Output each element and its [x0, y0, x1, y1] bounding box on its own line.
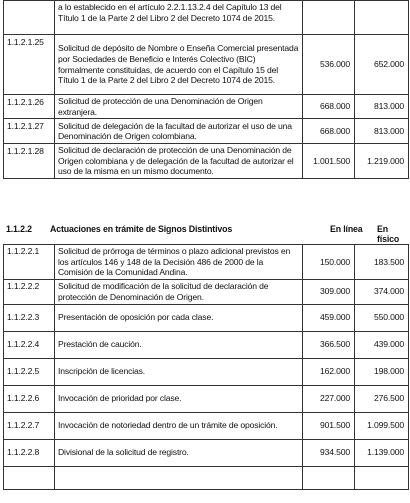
row-code: 1.1.2.2.2	[4, 279, 55, 304]
table-row	[4, 1, 409, 35]
row-description: Solicitud de prórroga de términos o plazo adicional previstos en los artículos 146 y 148 de la Decisión 486 de 2000 de la Comisión de la Comunidad Andina.	[55, 245, 303, 280]
fees-table-bottom	[3, 244, 409, 490]
row-en-linea	[303, 466, 355, 489]
table-row	[4, 385, 409, 412]
row-code: 1.1.2.1.28	[4, 144, 55, 179]
table-row	[4, 412, 409, 439]
table-row	[4, 279, 409, 304]
row-description	[55, 466, 303, 489]
row-description: Inscripción de licencias.	[55, 358, 303, 385]
section-code: 1.1.2.2	[6, 224, 32, 234]
table-row	[4, 95, 409, 119]
row-en-linea: 901.500	[303, 412, 355, 439]
row-description: Invocación de prioridad por clase.	[55, 385, 303, 412]
row-en-linea: 150.000	[303, 245, 355, 280]
row-code	[4, 466, 55, 489]
row-en-fisico: 183.500	[355, 245, 409, 280]
row-description: Prestación de caución.	[55, 331, 303, 358]
table-row	[4, 358, 409, 385]
row-en-linea: 536.000	[303, 35, 355, 95]
row-en-fisico: 276.500	[355, 385, 409, 412]
row-description: Solicitud de depósito de Nombre o Enseña Comercial presentada por Sociedades de Beneficio e Interés Colectivo (BIC) formalmente constituidas, de acuerdo con el Capítulo 15 del Título 1 de la Parte 2 del Libro 2 del Decreto 1074 de 2015.	[55, 35, 303, 95]
table-row	[4, 466, 409, 489]
row-en-fisico: 374.000	[355, 279, 409, 304]
row-en-fisico: 1.099.500	[355, 412, 409, 439]
row-en-linea: 459.000	[303, 304, 355, 331]
row-description: Divisional de la solicitud de registro.	[55, 439, 303, 466]
row-description: Solicitud de declaración de protección de una Denominación de Origen colombiana y de delegación de la facultad de autorizar el uso de la misma en un mismo documento.	[55, 144, 303, 179]
row-en-fisico: 652.000	[355, 35, 409, 95]
row-en-linea: 162.000	[303, 358, 355, 385]
row-en-linea: 227.000	[303, 385, 355, 412]
row-code: 1.1.2.2.6	[4, 385, 55, 412]
row-description: Solicitud de modificación de la solicitud de declaración de protección de Denominación de Origen.	[55, 279, 303, 304]
column-header-en-fisico: En físico	[377, 224, 400, 244]
row-en-linea: 934.500	[303, 439, 355, 466]
row-description: Presentación de oposición por cada clase.	[55, 304, 303, 331]
column-header-en-linea: En línea	[330, 224, 363, 234]
row-code: 1.1.2.1.27	[4, 119, 55, 144]
section-header	[6, 224, 404, 244]
row-en-fisico: 813.000	[355, 119, 409, 144]
row-code: 1.1.2.2.7	[4, 412, 55, 439]
fees-table-top	[3, 0, 409, 179]
row-en-fisico: 1.139.000	[355, 439, 409, 466]
row-code: 1.1.2.2.8	[4, 439, 55, 466]
row-en-fisico: 439.000	[355, 331, 409, 358]
row-description: Solicitud de delegación de la facultad de autorizar el uso de una Denominación de Origen colombiana.	[55, 119, 303, 144]
row-en-linea	[303, 1, 355, 35]
row-description: a lo establecido en el artículo 2.2.1.13.2.4 del Capítulo 13 del Título 1 de la Parte 2 del Libro 2 del Decreto 1074 de 2015.	[55, 1, 303, 35]
table-row	[4, 119, 409, 144]
row-code: 1.1.2.2.5	[4, 358, 55, 385]
row-en-linea: 309.000	[303, 279, 355, 304]
row-code: 1.1.2.1.26	[4, 95, 55, 119]
row-code: 1.1.2.2.3	[4, 304, 55, 331]
row-en-linea: 668.000	[303, 95, 355, 119]
table-row	[4, 35, 409, 95]
row-description: Solicitud de protección de una Denominación de Origen extranjera.	[55, 95, 303, 119]
row-code: 1.1.2.2.1	[4, 245, 55, 280]
row-en-linea: 1.001.500	[303, 144, 355, 179]
row-en-fisico: 1.219.000	[355, 144, 409, 179]
row-en-linea: 668.000	[303, 119, 355, 144]
table-row	[4, 304, 409, 331]
row-code: 1.1.2.1.25	[4, 35, 55, 95]
table-row	[4, 331, 409, 358]
row-en-fisico: 550.000	[355, 304, 409, 331]
table-row	[4, 245, 409, 280]
table-row	[4, 144, 409, 179]
row-en-fisico: 813.000	[355, 95, 409, 119]
row-description: Invocación de notoriedad dentro de un trámite de oposición.	[55, 412, 303, 439]
row-code	[4, 1, 55, 35]
section-title: Actuaciones en trámite de Signos Distintivos	[50, 224, 233, 234]
row-en-linea: 366.500	[303, 331, 355, 358]
row-en-fisico	[355, 1, 409, 35]
row-en-fisico	[355, 466, 409, 489]
table-row	[4, 439, 409, 466]
row-code: 1.1.2.2.4	[4, 331, 55, 358]
row-en-fisico: 198.000	[355, 358, 409, 385]
